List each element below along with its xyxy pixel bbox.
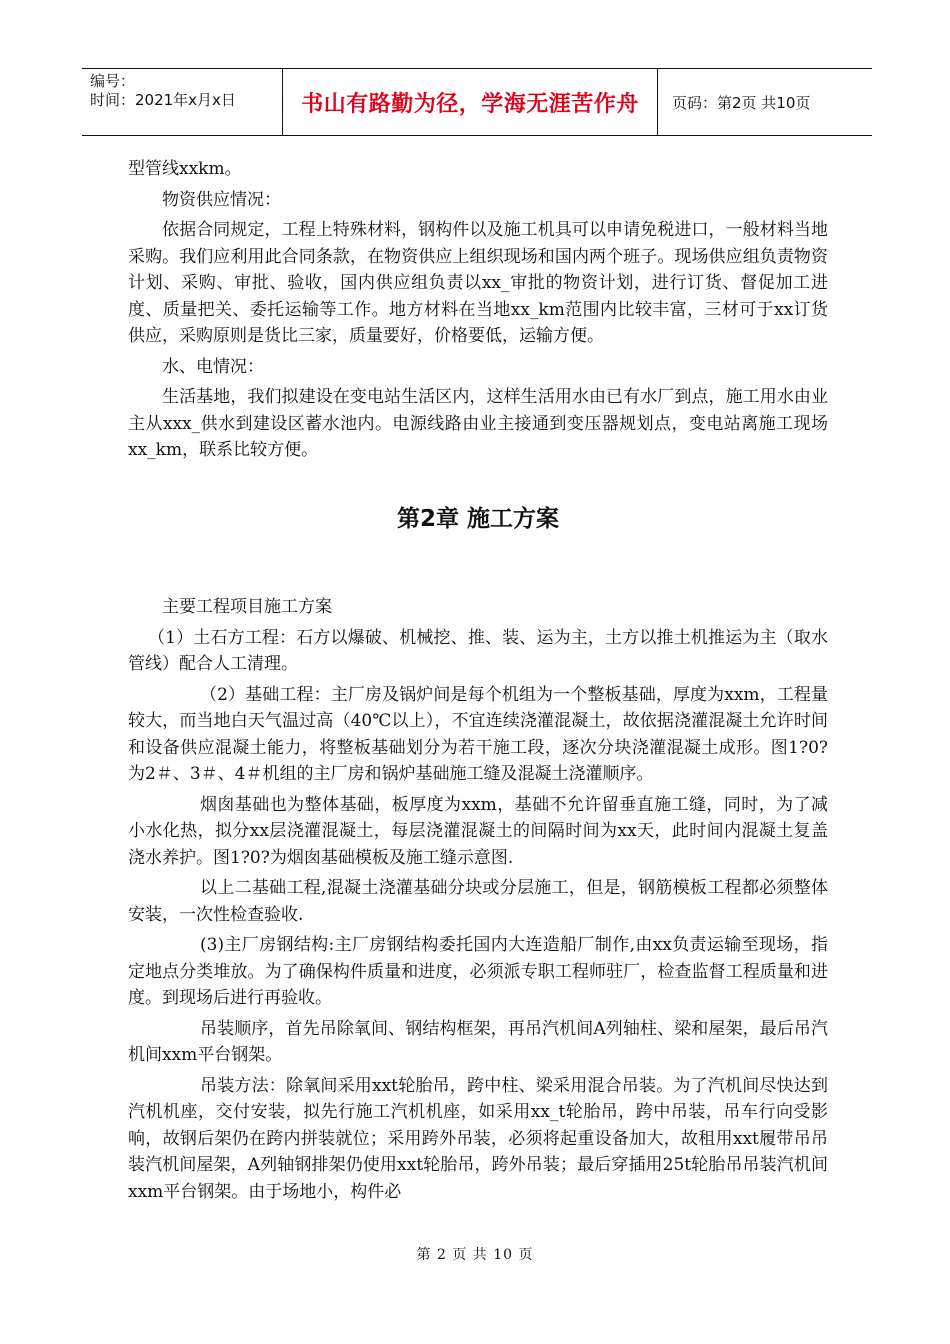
page-footer: 第 2 页 共 10 页 (416, 1247, 534, 1263)
paragraph: 烟囱基础也为整体基础，板厚度为xxm，基础不允许留垂直施工缝，同时，为了减小水化热，拟分xx层浇灌混凝土，每层浇灌混凝土的间隔时间为xx天，此时间内混凝土复盖浇水养护。图1?0?为烟囱基础模板及施工缝示意图. (128, 794, 828, 868)
paragraph: 吊装顺序，首先吊除氧间、钢结构框架，再吊汽机间A列轴柱、梁和屋架，最后吊汽机间xxm平台钢架。 (128, 1018, 828, 1065)
document-number-label: 编号： (90, 72, 136, 90)
page-header (82, 68, 872, 136)
paragraph: 依据合同规定，工程上特殊材料，钢构件以及施工机具可以申请免税进口，一般材料当地采购。我们应利用此合同条款，在物资供应上组织现场和国内两个班子。现场供应组负责物资计划、采购、审批、验收，国内供应组负责以xx_审批的物资计划，进行订货、督促加工进度、质量把关、委托运输等工作。地方材料在当地xx_km范围内比较丰富，三材可于xx订货供应，采购原则是货比三家，质量要好，价格要低，运输方便。 (128, 220, 828, 346)
document-body (128, 156, 828, 1209)
paragraph: 以上二基础工程,混凝土浇灌基础分块或分层施工，但是，钢筋模板工程都必须整体安装，一次性检查验收. (128, 878, 828, 925)
paragraph: (3)主厂房钢结构:主厂房钢结构委托国内大连造船厂制作,由xx负责运输至现场，指定地点分类堆放。为了确保构件质量和进度，必须派专职工程师驻厂，检查监督工程质量和进度。到现场后进行再验收。 (128, 935, 828, 1008)
paragraph: 型管线xxkm。 (128, 159, 242, 179)
paragraph: （1）土石方工程：石方以爆破、机械挖、推、装、运为主，土方以推土机推运为主（取水管线）配合人工清理。 (128, 627, 828, 674)
header-motto: 书山有路勤为径，学海无涯苦作舟 (282, 68, 658, 136)
section-heading: 主要工程项目施工方案 (162, 597, 332, 617)
paragraph: 生活基地，我们拟建设在变电站生活区内，这样生活用水由已有水厂到点，施工用水由业主从xxx_供水到建设区蓄水池内。电源线路由业主接通到变压器规划点，变电站离施工现场xx_km，联系比较方便。 (128, 387, 828, 460)
header-page-info: 页码：第2页 共10页 (658, 68, 872, 136)
chapter-title: 第2章 施工方案 (396, 505, 559, 532)
section-heading: 物资供应情况： (162, 189, 281, 210)
paragraph: 吊装方法：除氧间采用xxt轮胎吊，跨中柱、梁采用混合吊装。为了汽机间尽快达到汽机机座，交付安装，拟先行施工汽机机座，如采用xx_t轮胎吊，跨中吊装，吊车行向受影响，故钢后架仍在跨内拼装就位；采用跨外吊装，必须将起重设备加大，故租用xxt履带吊吊装汽机间屋架，A列轴钢排架仍使用xxt轮胎吊，跨外吊装；最后穿插用25t轮胎吊吊装汽机间xxm平台钢架。由于场地小，构件必 (128, 1075, 828, 1202)
document-time-label: 时间：2021年x月x日 (90, 91, 236, 109)
section-heading: 水、电情况： (162, 356, 264, 377)
paragraph: （2）基础工程：主厂房及锅炉间是每个机组为一个整板基础，厚度为xxm，工程量较大，而当地白天气温过高（40℃以上），不宜连续浇灌混凝土，故依据浇灌混凝土允许时间和设备供应混凝土能力，将整板基础划分为若干施工段，逐次分块浇灌混凝土成形。图1?0?为2＃、3＃、4＃机组的主厂房和锅炉基础施工缝及混凝土浇灌顺序。 (128, 684, 828, 784)
header-meta (82, 68, 282, 136)
